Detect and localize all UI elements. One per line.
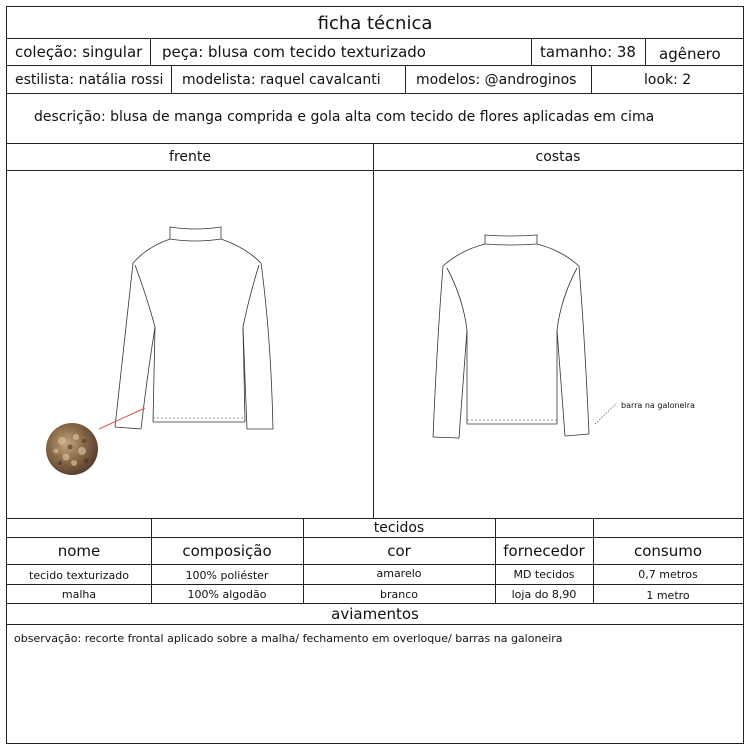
column-header: fornecedor xyxy=(503,542,585,560)
table-cell: tecido texturizado xyxy=(29,569,129,582)
divider xyxy=(7,603,743,604)
divider xyxy=(7,170,743,171)
table-cell: malha xyxy=(61,588,97,601)
modelista-field: modelista: raquel cavalcanti xyxy=(182,72,381,88)
table-cell: 0,7 metros xyxy=(638,568,698,581)
divider xyxy=(7,518,743,519)
table-cell: loja do 8,90 xyxy=(511,588,577,601)
divider xyxy=(7,564,743,565)
colecao-field: coleção: singular xyxy=(15,43,143,61)
sheet-title: ficha técnica xyxy=(317,13,433,34)
divider xyxy=(405,65,406,93)
divider xyxy=(7,65,743,66)
table-cell: 100% poliéster xyxy=(185,569,269,582)
observacao-field: observação: recorte frontal aplicado sobre a malha/ fechamento em overloque/ barras na galoneira xyxy=(14,632,563,645)
fabric-swatch-image xyxy=(44,421,100,477)
estilista-field: estilista: natália rossi xyxy=(15,72,164,88)
pointer-line xyxy=(593,400,621,426)
table-cell: MD tecidos xyxy=(513,568,575,581)
divider xyxy=(7,624,743,625)
pointer-line xyxy=(97,405,149,431)
tamanho-field: tamanho: 38 xyxy=(540,43,636,61)
divider xyxy=(150,38,151,65)
costas-label: costas xyxy=(535,149,581,165)
table-cell: amarelo xyxy=(376,567,422,580)
divider xyxy=(171,65,172,93)
table-cell: 1 metro xyxy=(646,589,690,602)
aviamentos-title: aviamentos xyxy=(331,605,419,623)
tech-sheet xyxy=(6,6,744,744)
divider xyxy=(7,537,743,538)
divider xyxy=(7,38,743,39)
column-header: consumo xyxy=(633,542,703,560)
divider xyxy=(591,65,592,93)
costas-annotation: barra na galoneira xyxy=(621,401,695,410)
divider xyxy=(645,38,646,65)
divider xyxy=(7,143,743,144)
divider xyxy=(531,38,532,65)
genero-field: agênero xyxy=(659,45,721,63)
frente-label: frente xyxy=(169,149,211,165)
descricao-field: descrição: blusa de manga comprida e gola alta com tecido de flores aplicadas em cima xyxy=(34,109,655,125)
look-field: look: 2 xyxy=(644,72,692,88)
modelos-field: modelos: @androginos xyxy=(416,72,577,88)
divider xyxy=(7,93,743,94)
column-header: nome xyxy=(57,542,101,560)
back-garment-drawing xyxy=(427,232,597,447)
table-cell: branco xyxy=(380,588,418,601)
column-header: composição xyxy=(182,542,272,560)
divider xyxy=(7,584,743,585)
tecidos-title: tecidos xyxy=(373,520,425,536)
divider xyxy=(373,143,374,518)
table-cell: 100% algodão xyxy=(187,588,267,601)
column-header: cor xyxy=(387,542,411,560)
peca-field: peça: blusa com tecido texturizado xyxy=(162,43,426,61)
